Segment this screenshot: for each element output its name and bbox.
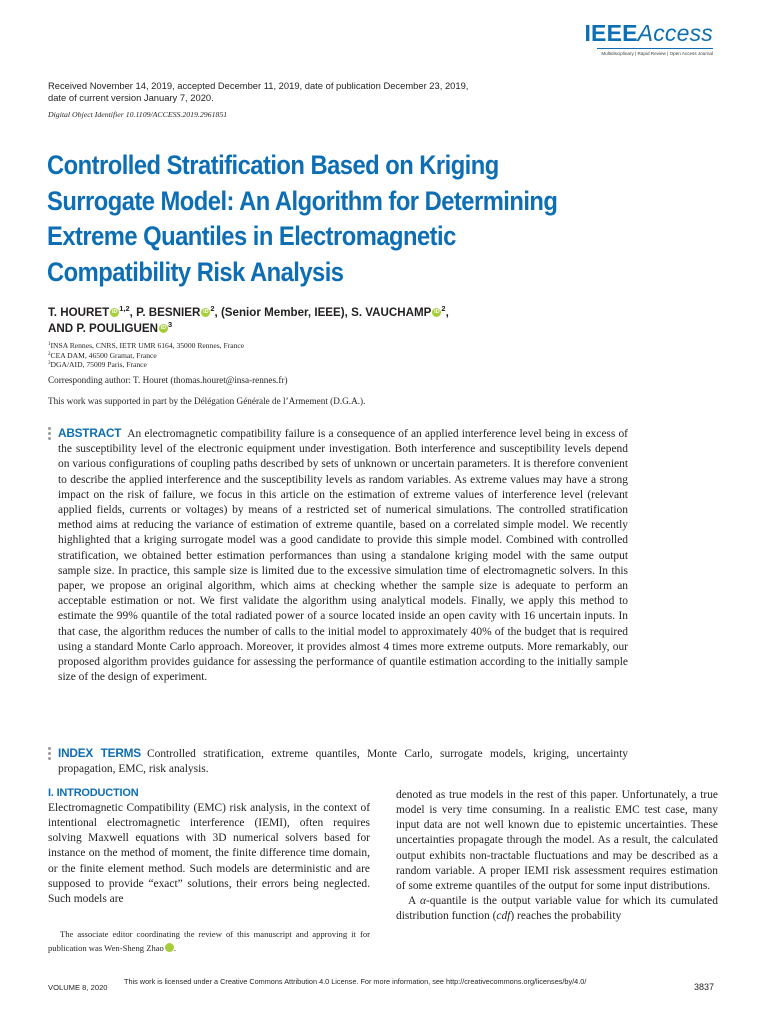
body-text: A xyxy=(408,895,420,908)
math-symbol: α xyxy=(419,895,426,908)
body-paragraph xyxy=(396,894,718,924)
body-column-right xyxy=(396,788,718,924)
journal-logo xyxy=(584,21,713,56)
orcid-icon[interactable]: iD xyxy=(111,309,118,315)
orcid-icon[interactable]: iD xyxy=(434,309,440,315)
author-name: T. HOURET xyxy=(48,306,110,319)
body-text-italic: cdf xyxy=(496,910,511,923)
affiliation-number: 1 xyxy=(48,342,51,347)
author-affiliation-ref: 2 xyxy=(441,304,446,313)
abstract-label: ABSTRACT xyxy=(58,426,122,440)
body-text: -quantile is the output variable value for which its cumulated distribution function ( xyxy=(396,895,718,923)
orcid-icon[interactable]: iD xyxy=(165,943,174,952)
funding-statement: This work was supported in part by the Délégation Générale de l’Armement (D.G.A.). xyxy=(48,396,366,406)
dates-line-2: date of current version January 7, 2020. xyxy=(48,92,214,103)
affiliation-number: 2 xyxy=(48,351,51,357)
affiliation-item xyxy=(48,341,244,351)
author-conjunction: AND xyxy=(48,322,74,335)
author-list: T. HOURET iD $^{1,2}$, P. BESNIER iD $^2$, (Senior Member, IEEE), S. VAUCHAMP iD $^2$, AND P. POULIGUEN iD $^3$ xyxy=(48,304,449,335)
author-name: S. VAUCHAMP xyxy=(351,306,432,319)
journal-name-italic: Access xyxy=(637,20,713,46)
logo-divider xyxy=(597,48,713,49)
author-name: P. BESNIER xyxy=(136,306,201,319)
title-line-1: Controlled Stratification Based on Kriging xyxy=(47,150,499,180)
body-column-left xyxy=(48,786,370,907)
author-membership: (Senior Member, IEEE) xyxy=(220,306,345,319)
abstract-text: An electromagnetic compatibility failure is a consequence of an applied interference level being in excess of the susceptibility level of the electronic equipment under investigation. Both interference and susceptibility levels depend on various configurations of coupling paths described by sets of unknown or uncertain parameters. It is therefore convenient to describe the applied interference and the susceptibility levels as random variables. As extreme values may have a strong impact on the risk of failure, we focus in this article on the estimation of extreme values of interference level (relevant applied fields, currents or voltages) by means of a restricted set of numerical simulations. The controlled stratification method aims at reducing the variance of estimation of extreme quantile, based on a correlated simple model. We recently highlighted that a kriging surrogate model was a good candidate to provide this simple model. Combined with controlled stratification, we obtained better estimation performances than using a standalone kriging model with the same output sample size. In practice, this sample size is limited due to the excessive simulation time of electromagnetic solvers. In this paper, we propose an original algorithm, which aims at checking whether the sample size is adequate to perform an acceptable estimation or not. We first validate the algorithm using analytical models. Finally, we apply this method to estimate the 99% quantile of the total radiated power of a source located inside an open cavity with 16 uncertain inputs. In that case, the algorithm reduces the number of calls to the initial model to approximately 40% of the budget that is required using a standard Monte Carlo approach. Moreover, it provides almost 4 times more extreme outputs. More remarkably, our proposed algorithm provides guidance for assessing the performance of quantile estimation according to the initially sample size of the design of experiment. xyxy=(58,428,628,684)
dates-line-1: Received November 14, 2019, accepted December 11, 2019, date of publication December 23, 2019, xyxy=(48,80,469,91)
page-number: 3837 xyxy=(693,982,714,992)
index-terms xyxy=(58,746,628,777)
footnote-text: The associate editor coordinating the review of this manuscript and approving it for publication was Wen-Sheng Zhao xyxy=(48,929,370,953)
title-line-4: Compatibility Risk Analysis xyxy=(47,256,344,287)
orcid-icon[interactable]: iD xyxy=(160,325,167,331)
section-marker-icon xyxy=(48,427,52,442)
publication-dates xyxy=(48,80,508,104)
affiliation-number: 3 xyxy=(48,361,51,367)
index-terms-text: Controlled stratification, extreme quantiles, Monte Carlo, surrogate models, kriging, uncertainty propagation, EMC, risk analysis. xyxy=(58,748,629,776)
editor-footnote xyxy=(48,928,370,955)
corresponding-author: Corresponding author: T. Houret (thomas.houret@insa-rennes.fr) xyxy=(48,375,288,385)
doi: Digital Object Identifier 10.1109/ACCESS.2019.2961851 xyxy=(48,110,228,119)
affiliation-text: DGA/AID, 75009 Paris, France xyxy=(50,360,147,370)
affiliation-text: CEA DAM, 46500 Gramat, France xyxy=(50,350,157,360)
affiliation-item xyxy=(48,360,244,370)
volume-label: VOLUME 8, 2020 xyxy=(48,983,108,992)
body-paragraph: Electromagnetic Compatibility (EMC) risk analysis, in the context of intentional electromagnetic interference (IEMI), often requires solving Maxwell equations with 3D numerical solvers based for instance on the method of moment, the finite difference time domain, or the finite element method. Such models are deterministic and are supposed to provide “exact” solutions, their errors being neglected. Such models are xyxy=(48,802,370,905)
affiliation-text: INSA Rennes, CNRS, IETR UMR 6164, 35000 Rennes, France xyxy=(50,341,245,350)
title-line-2: Surrogate Model: An Algorithm for Determining xyxy=(47,185,558,216)
affiliation-item xyxy=(48,351,244,361)
author-affiliation-ref: 3 xyxy=(167,320,173,329)
title-line-3: Extreme Quantiles in Electromagnetic xyxy=(47,221,456,251)
footnote-end: . xyxy=(173,942,177,953)
paper-title xyxy=(47,148,593,290)
orcid-icon[interactable]: iD xyxy=(203,309,209,315)
journal-tagline: Multidisciplinary | Rapid Review | Open Access Journal xyxy=(601,51,713,56)
section-heading: I. INTRODUCTION xyxy=(48,787,139,799)
body-text: ) reaches the probability xyxy=(510,910,622,923)
author-affiliation-ref: 2 xyxy=(210,304,215,313)
body-paragraph: denoted as true models in the rest of this paper. Unfortunately, a true model is very time consuming. In a realistic EMC test case, many input data are not well known due to epistemic uncertainties. These uncertainties propagate through the model. As a result, the calculated output exhibits non-tractable fluctuations and may be described as a random variable. A proper IEMI risk assessment requires estimation of some extreme quantiles of the output for some input distributions. xyxy=(396,789,718,892)
section-marker-icon xyxy=(48,747,52,762)
author-affiliation-ref: 1,2 xyxy=(119,304,130,313)
journal-name-bold: IEEE xyxy=(584,20,638,46)
author-name: P. POULIGUEN xyxy=(76,322,158,335)
abstract xyxy=(58,426,628,685)
affiliations xyxy=(48,341,244,370)
index-terms-label: INDEX TERMS xyxy=(58,746,141,760)
license-notice[interactable]: This work is licensed under a Creative Commons Attribution 4.0 License. For more information, see http://creativecommons.org/licenses/by/4.0/ xyxy=(124,977,587,986)
